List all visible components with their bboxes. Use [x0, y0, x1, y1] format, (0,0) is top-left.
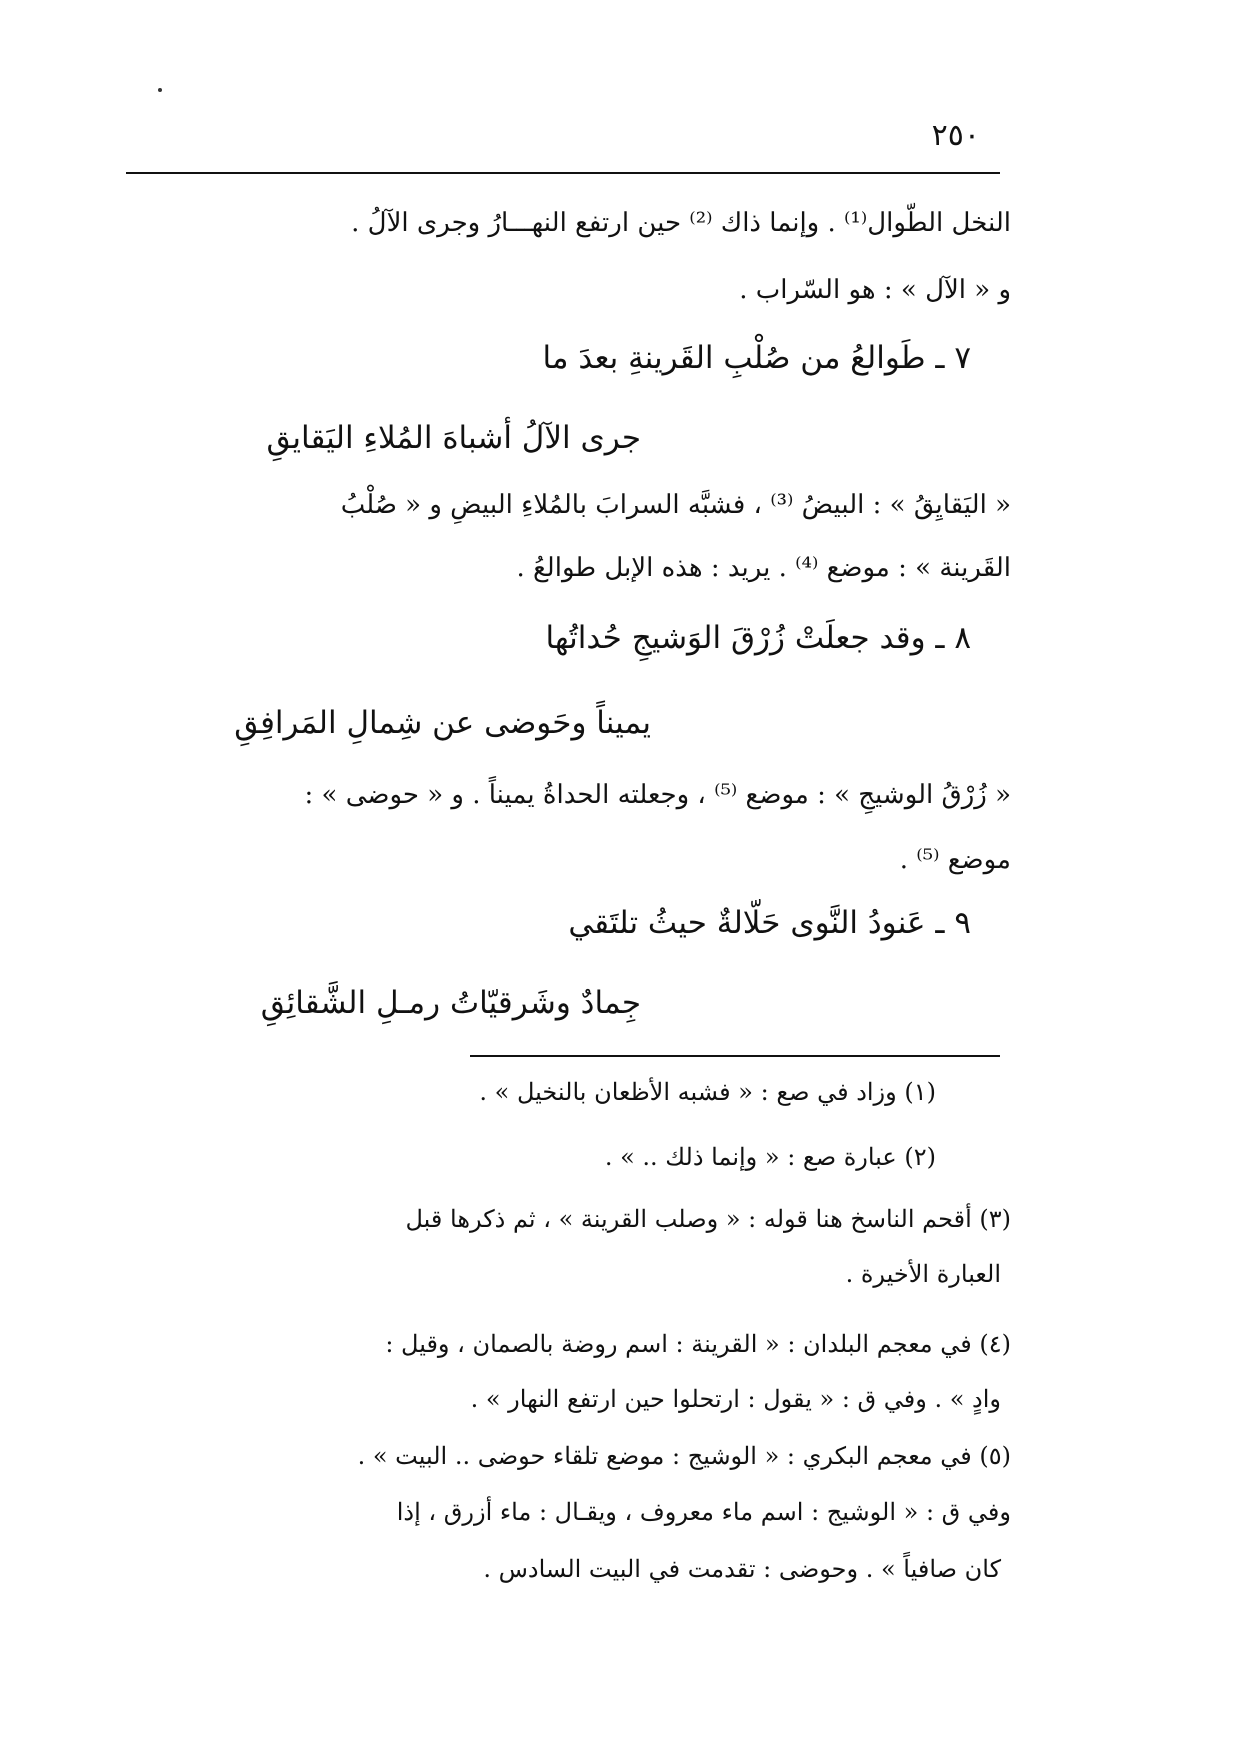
commentary-line: موضع ⁽⁵⁾ .	[899, 845, 1011, 875]
verse-first-hemistich: ٧ ـ طَوالعُ من صُلْبِ القَرينةِ بعدَ ما	[542, 340, 971, 376]
verse-first-hemistich: ٨ ـ وقد جعلَتْ زُرْقَ الوَشيجِ حُداتُها	[545, 620, 971, 656]
footnote-2: (٢) عبارة صع : « وإنما ذلك .. » .	[604, 1143, 936, 1171]
footnote-5: (٥) في معجم البكري : « الوشيج : موضع تلقاء حوضى .. البيت » .	[357, 1442, 1011, 1470]
commentary-line: « اليَقايِقُ » : البيضُ ⁽³⁾ ، فشبَّه السرابَ بالمُلاءِ البيضِ و « صُلْبُ	[340, 490, 1011, 520]
header-rule	[126, 172, 1000, 174]
footnote-5-continuation: كان صافياً » . وحوضى : تقدمت في البيت السادس .	[483, 1555, 1001, 1583]
commentary-line: « زُرْقُ الوشيجِ » : موضع ⁽⁵⁾ ، وجعلته الحداةُ يميناً . و « حوضى » :	[304, 780, 1011, 810]
verse-second-hemistich: جرى الآلُ أشباهَ المُلاءِ اليَقايقِ	[266, 420, 641, 456]
text-line: النخل الطّوال⁽¹⁾ . وإنما ذاك ⁽²⁾ حين ارتفع النهـــارُ وجرى الآلُ .	[351, 208, 1011, 238]
footnote-4-continuation: وادٍ » . وفي ق : « يقول : ارتحلوا حين ارتفع النهار » .	[470, 1385, 1001, 1413]
footnote-3: (٣) أقحم الناسخ هنا قوله : « وصلب القرينة » ، ثم ذكرها قبل	[405, 1205, 1011, 1233]
text-line: و « الآل » : هو السّراب .	[739, 275, 1011, 305]
scan-speck	[158, 88, 162, 92]
verse-second-hemistich: يميناً وحَوضى عن شِمالِ المَرافِقِ	[234, 705, 651, 741]
verse-second-hemistich: جِمادٌ وشَرقيّاتُ رمـلِ الشَّقائِقِ	[260, 985, 641, 1021]
commentary-line: القَرينة » : موضع ⁽⁴⁾ . يريد : هذه الإبل طوالعُ .	[516, 553, 1011, 583]
footnote-5-continuation: وفي ق : « الوشيج : اسم ماء معروف ، ويقـال : ماء أزرق ، إذا	[396, 1498, 1011, 1526]
page-number: ٢٥٠	[931, 118, 980, 153]
footnote-1: (١) وزاد في صع : « فشبه الأظعان بالنخيل » .	[479, 1078, 936, 1106]
verse-first-hemistich: ٩ ـ عَنودُ النَّوى حَلّالةٌ حيثُ تلتَقي	[568, 905, 971, 941]
footnote-rule	[470, 1055, 1000, 1057]
footnote-3-continuation: العبارة الأخيرة .	[845, 1260, 1001, 1288]
footnote-4: (٤) في معجم البلدان : « القرينة : اسم روضة بالصمان ، وقيل :	[385, 1330, 1011, 1358]
